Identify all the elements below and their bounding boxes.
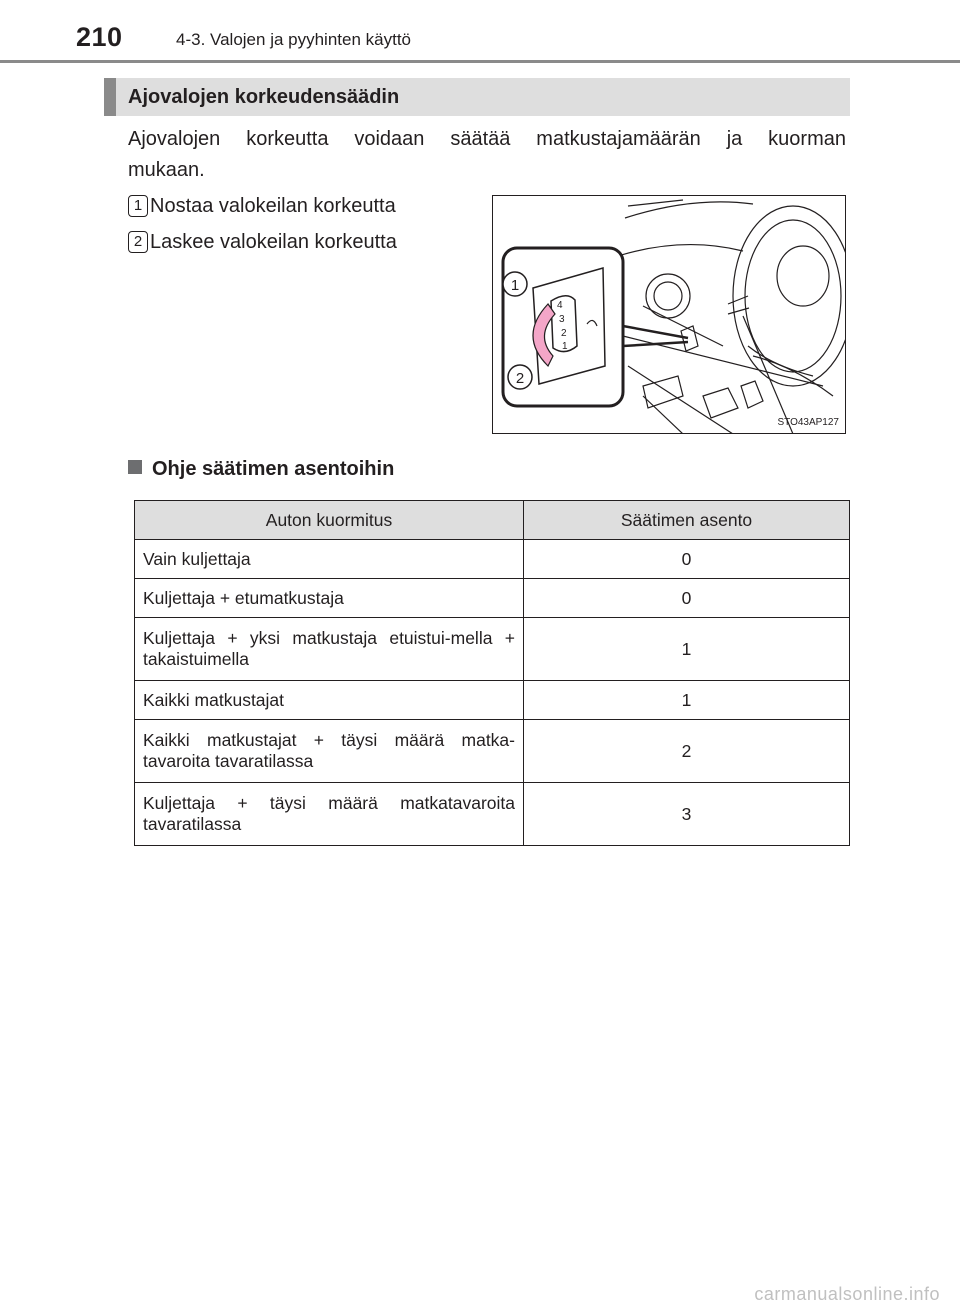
table-row <box>135 540 850 579</box>
table-row <box>135 618 850 681</box>
headlight-leveler-illustration <box>492 195 846 434</box>
position-guide-table <box>134 500 850 846</box>
load-cell: Kaikki matkustajat + täysi määrä matka-tavaroita tavaratilassa <box>135 720 524 783</box>
watermark: carmanualsonline.info <box>754 1284 940 1304</box>
dial-mark: 3 <box>559 314 565 325</box>
table-row <box>135 720 850 783</box>
intro-line-1: Ajovalojen korkeutta voidaan säätää matkustajamäärän ja kuorman <box>128 128 846 150</box>
figure-callout-number: 1 <box>510 277 520 294</box>
square-bullet-icon <box>128 460 142 474</box>
dial-mark: 2 <box>561 328 567 339</box>
dial-mark: 4 <box>557 300 563 311</box>
callout-number: 2 <box>128 231 148 253</box>
dial-mark: 1 <box>562 341 568 352</box>
position-cell: 1 <box>524 618 850 681</box>
callout-item-2 <box>128 230 397 254</box>
page-number: 210 <box>76 22 123 52</box>
guide-heading-text: Ohje säätimen asentoihin <box>152 458 395 480</box>
load-cell: Kaikki matkustajat <box>135 681 524 720</box>
callout-number: 1 <box>128 195 148 217</box>
section-heading-label: Ajovalojen korkeudensäädin <box>128 86 400 108</box>
callout-text: Nostaa valokeilan korkeutta <box>150 195 396 217</box>
chapter-title: 4-3. Valojen ja pyyhinten käyttö <box>176 30 411 49</box>
intro-line-2: mukaan. <box>128 159 205 181</box>
intro-paragraph <box>128 124 846 186</box>
table-row <box>135 579 850 618</box>
table-row <box>135 783 850 846</box>
position-cell: 2 <box>524 720 850 783</box>
guide-heading <box>128 458 394 481</box>
callout-item-1 <box>128 194 396 218</box>
position-cell: 3 <box>524 783 850 846</box>
column-header-load: Auton kuormitus <box>135 501 524 540</box>
figure-code: STO43AP127 <box>777 417 839 428</box>
load-cell: Kuljettaja + etumatkustaja <box>135 579 524 618</box>
callout-text: Laskee valokeilan korkeutta <box>150 231 397 253</box>
load-cell: Kuljettaja + täysi määrä matkatavaroita tavaratilassa <box>135 783 524 846</box>
dashboard-drawing <box>493 196 846 434</box>
column-header-position: Säätimen asento <box>524 501 850 540</box>
table-row <box>135 681 850 720</box>
header-rule <box>0 60 960 63</box>
position-cell: 0 <box>524 540 850 579</box>
load-cell: Vain kuljettaja <box>135 540 524 579</box>
section-heading-bar <box>104 78 116 116</box>
figure-callout-number: 2 <box>515 370 525 387</box>
position-cell: 1 <box>524 681 850 720</box>
table-header-row <box>135 501 850 540</box>
load-cell: Kuljettaja + yksi matkustaja etuistui-mella + takaistuimella <box>135 618 524 681</box>
position-cell: 0 <box>524 579 850 618</box>
section-heading <box>104 78 850 116</box>
